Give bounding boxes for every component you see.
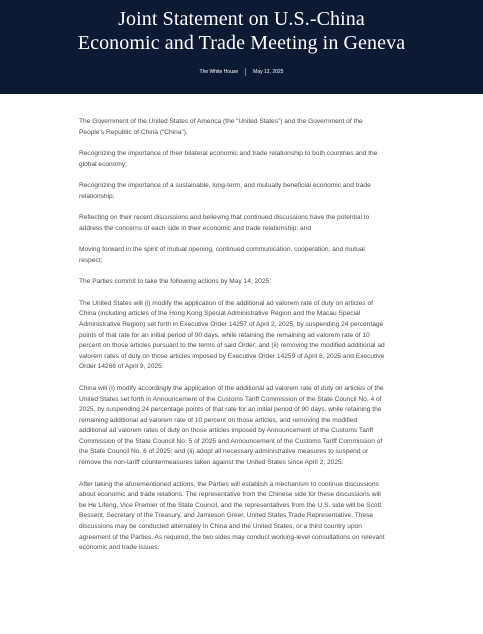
publish-date: May 12, 2025 [253, 69, 284, 75]
page-header [0, 0, 483, 94]
paragraph-parties: The Government of the United States of America (the “United States”) and the Government of the People’s Republic of China (“China”), [79, 118, 363, 136]
article-body [79, 117, 385, 565]
page-title [0, 7, 483, 55]
paragraph-us-actions: The United States will (i) modify the application of the additional ad valorem rate of duty on articles of China (including articles of the Hong Kong Special Administrative Region and the Macau Special Administrative Region) set forth in Executive Order 14257 of April 2, 2025, by suspending 24 percentage points of that rate for an initial period of 90 days, while retaining the remaining ad valorem rate of 10 percent on those articles pursuant to the terms of said Order; and (ii) removing the modified additional ad valorem rates of duty on those articles imposed by Executive Order 14259 of April 8, 2025 and Executive Order 14266 of April 9, 2025. [79, 299, 385, 371]
meta-divider [245, 68, 246, 76]
paragraph-moving-forward: Moving forward in the spirit of mutual opening, continued communication, cooperation, and mutual respect; [79, 246, 365, 264]
paragraph-mechanism: After taking the aforementioned actions, the Parties will establish a mechanism to continue discussions about economic and trade relations. The representative from the Chinese side for these discussions will be He Lifeng, Vice Premier of the State Council, and the representatives from the U.S. side will be Scott Bessent, Secretary of the Treasury, and Jamieson Greer, United States Trade Representative. These discussions may be conducted alternately in China and the United States, or a third country upon agreement of the Parties. As required, the two sides may conduct working-level consultations on relevant economic and trade issues. [79, 480, 385, 552]
article-meta [0, 68, 483, 76]
paragraph-china-actions: China will (i) modify accordingly the application of the additional ad valorem rate of duty on articles of the United States set forth in Announcement of the Customs Tariff Commission of the State Council No. 4 of 2025, by suspending 24 percentage points of that rate for an initial period of 90 days, while retaining the remaining additional ad valorem rate of 10 percent on those articles, and removing the modified additional ad valorem rates of duty on those articles imposed by Announcement of the Customs Tariff Commission of the State Council No. 5 of 2025 and Announcement of the Customs Tariff Commission of the State Council No. 6 of 2025; and (ii) adopt all necessary administrative measures to suspend or remove the non-tariff countermeasures taken against the United States since April 2, 2025. [79, 384, 384, 467]
paragraph-recognizing-importance: Recognizing the importance of their bilateral economic and trade relationship to both countries and the global economy; [79, 150, 378, 168]
paragraph-recognizing-sustainable: Recognizing the importance of a sustainable, long-term, and mutually beneficial economic and trade relationship; [79, 182, 371, 200]
source-link[interactable]: The White House [199, 69, 239, 75]
paragraph-reflecting: Reflecting on their recent discussions and believing that continued discussions have the potential to address the concerns of each side in their economic and trade relationship; and [79, 214, 370, 232]
title-line-2: Economic and Trade Meeting in Geneva [77, 32, 406, 54]
title-line-1: Joint Statement on U.S.-China [118, 8, 365, 30]
paragraph-commitment: The Parties commit to take the following actions by May 14, 2025: [79, 278, 272, 286]
